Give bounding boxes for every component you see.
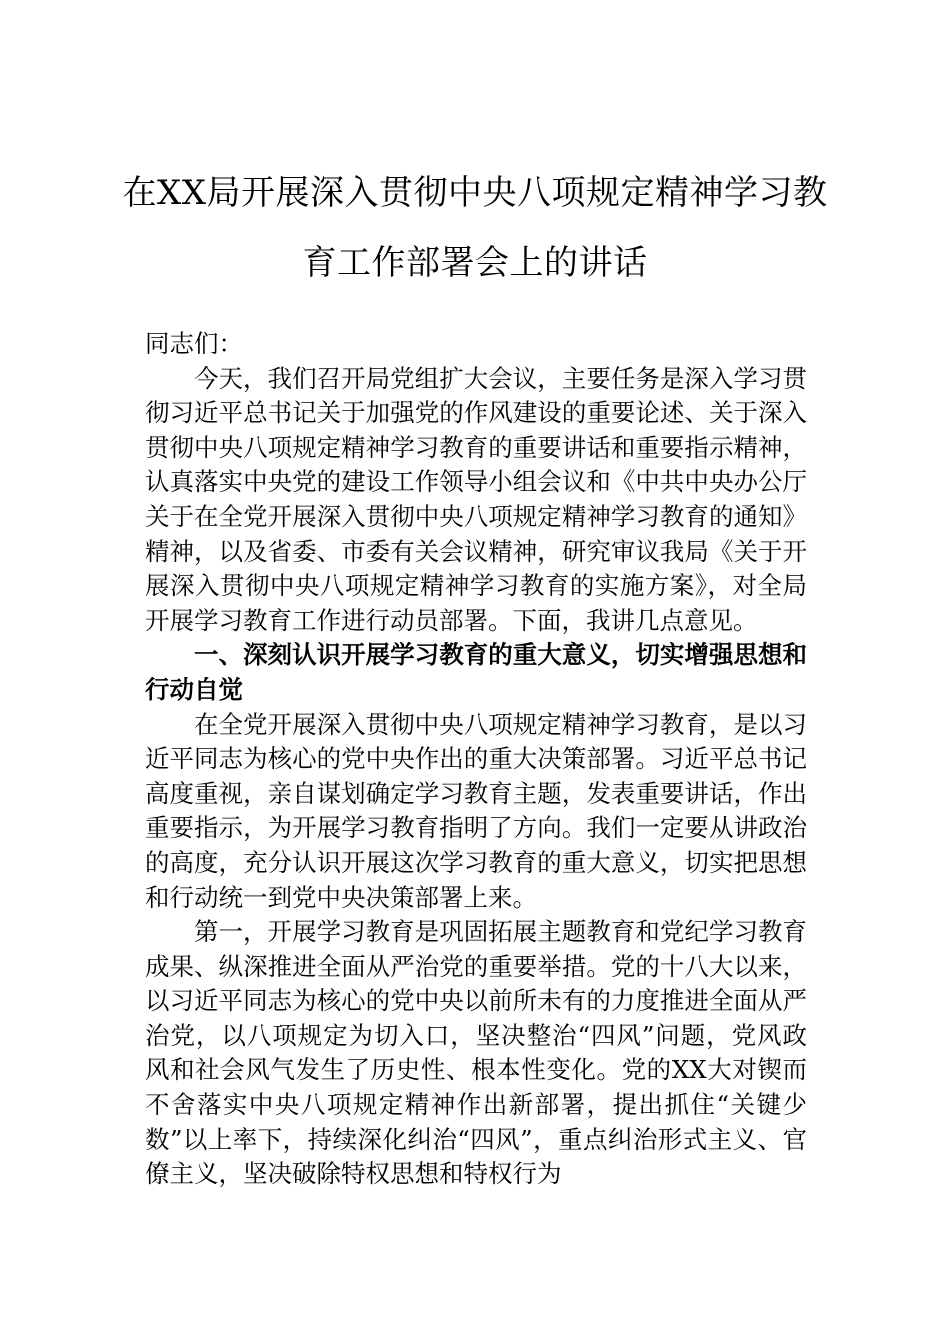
section-paragraph: 在全党开展深入贯彻中央八项规定精神学习教育，是以习近平同志为核心的党中央作出的重大决策部署。习近平总书记高度重视，亲自谋划确定学习教育主题，发表重要讲话，作出重要指示，为开展学习教育指明了方向。我们一定要从讲政治的高度，充分认识开展这次学习教育的重大意义，切实把思想和行动统一到党中央决策部署上来。: [145, 709, 807, 912]
document-body: [145, 327, 807, 1192]
document-title: 在XX局开展深入贯彻中央八项规定精神学习教育工作部署会上的讲话: [122, 173, 828, 283]
salutation: 同志们：: [145, 329, 243, 358]
intro-paragraph: 今天，我们召开局党组扩大会议，主要任务是深入学习贯彻习近平总书记关于加强党的作风建设的重要论述、关于深入贯彻中央八项规定精神学习教育的重要讲话和重要指示精神，认真落实中央党的建设工作领导小组会议和《中共中央办公厅关于在全党开展深入贯彻中央八项规定精神学习教育的通知》精神，以及省委、市委有关会议精神，研究审议我局《关于开展深入贯彻中央八项规定精神学习教育的实施方案》，对全局开展学习教育工作进行动员部署。下面，我讲几点意见。: [145, 363, 807, 635]
section-paragraph: 第一，开展学习教育是巩固拓展主题教育和党纪学习教育成果、纵深推进全面从严治党的重要举措。党的十八大以来，以习近平同志为核心的党中央以前所未有的力度推进全面从严治党，以八项规定为切入口，坚决整治“四风”问题，党风政风和社会风气发生了历史性、根本性变化。党的XX大对锲而不舍落实中央八项规定精神作出新部署，提出抓住“关键少数”以上率下，持续深化纠治“四风”，重点纠治形式主义、官僚主义，坚决破除特权思想和特权行为: [145, 917, 807, 1189]
section-heading: 一、深刻认识开展学习教育的重大意义，切实增强思想和行动自觉: [145, 640, 807, 704]
